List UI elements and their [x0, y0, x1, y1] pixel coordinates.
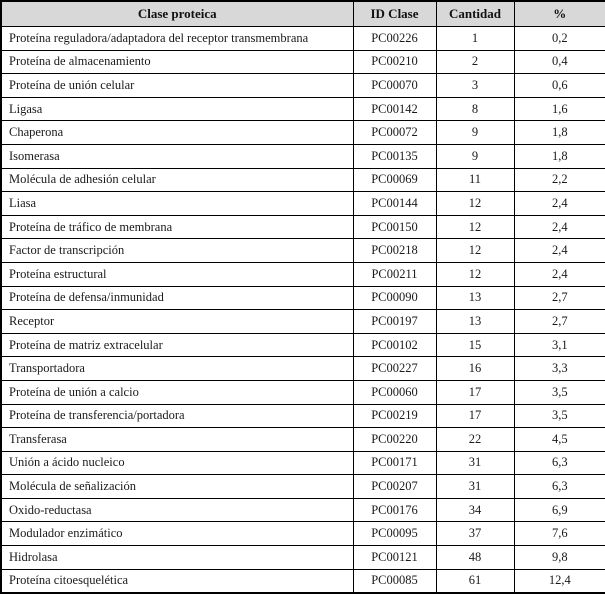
clase-proteica-cell: Proteína citoesquelética	[1, 569, 353, 593]
porcentaje-cell: 1,6	[514, 97, 605, 121]
table-row	[1, 74, 605, 98]
clase-proteica-cell: Proteína de matriz extracelular	[1, 333, 353, 357]
table-row	[1, 380, 605, 404]
cantidad-cell: 11	[436, 168, 514, 192]
id-clase-cell: PC00060	[353, 380, 436, 404]
cantidad-cell: 2	[436, 50, 514, 74]
cantidad-cell: 12	[436, 239, 514, 263]
porcentaje-cell: 3,3	[514, 357, 605, 381]
id-clase-cell: PC00070	[353, 74, 436, 98]
clase-proteica-cell: Unión a ácido nucleico	[1, 451, 353, 475]
cantidad-cell: 9	[436, 144, 514, 168]
table-row	[1, 404, 605, 428]
clase-proteica-cell: Proteína de transferencia/portadora	[1, 404, 353, 428]
table-row	[1, 286, 605, 310]
porcentaje-cell: 0,2	[514, 27, 605, 51]
clase-proteica-cell: Hidrolasa	[1, 546, 353, 570]
id-clase-cell: PC00176	[353, 498, 436, 522]
porcentaje-cell: 2,4	[514, 192, 605, 216]
table-row	[1, 475, 605, 499]
id-clase-cell: PC00102	[353, 333, 436, 357]
porcentaje-cell: 6,9	[514, 498, 605, 522]
cantidad-cell: 15	[436, 333, 514, 357]
cantidad-cell: 48	[436, 546, 514, 570]
clase-proteica-cell: Proteína reguladora/adaptadora del receptor transmembrana	[1, 27, 353, 51]
clase-proteica-cell: Modulador enzimático	[1, 522, 353, 546]
clase-proteica-cell: Proteína de unión a calcio	[1, 380, 353, 404]
id-clase-cell: PC00142	[353, 97, 436, 121]
table-row	[1, 569, 605, 593]
table-row	[1, 97, 605, 121]
cantidad-cell: 12	[436, 262, 514, 286]
clase-proteica-cell: Oxido-reductasa	[1, 498, 353, 522]
column-header-cantidad: Cantidad	[436, 1, 514, 27]
table-row	[1, 215, 605, 239]
porcentaje-cell: 0,4	[514, 50, 605, 74]
table-row	[1, 121, 605, 145]
id-clase-cell: PC00121	[353, 546, 436, 570]
table-body	[1, 27, 605, 594]
cantidad-cell: 22	[436, 428, 514, 452]
id-clase-cell: PC00210	[353, 50, 436, 74]
table-row	[1, 262, 605, 286]
cantidad-cell: 12	[436, 192, 514, 216]
porcentaje-cell: 6,3	[514, 451, 605, 475]
cantidad-cell: 31	[436, 451, 514, 475]
porcentaje-cell: 3,5	[514, 404, 605, 428]
table-row	[1, 239, 605, 263]
id-clase-cell: PC00171	[353, 451, 436, 475]
table-row	[1, 50, 605, 74]
cantidad-cell: 12	[436, 215, 514, 239]
clase-proteica-cell: Factor de transcripción	[1, 239, 353, 263]
id-clase-cell: PC00150	[353, 215, 436, 239]
id-clase-cell: PC00197	[353, 310, 436, 334]
clase-proteica-cell: Transferasa	[1, 428, 353, 452]
porcentaje-cell: 1,8	[514, 144, 605, 168]
table-row	[1, 546, 605, 570]
porcentaje-cell: 3,1	[514, 333, 605, 357]
clase-proteica-cell: Molécula de señalización	[1, 475, 353, 499]
clase-proteica-cell: Receptor	[1, 310, 353, 334]
table-row	[1, 144, 605, 168]
table-row	[1, 192, 605, 216]
cantidad-cell: 9	[436, 121, 514, 145]
cantidad-cell: 37	[436, 522, 514, 546]
porcentaje-cell: 2,4	[514, 239, 605, 263]
porcentaje-cell: 4,5	[514, 428, 605, 452]
id-clase-cell: PC00220	[353, 428, 436, 452]
cantidad-cell: 8	[436, 97, 514, 121]
column-header-id-clase: ID Clase	[353, 1, 436, 27]
table-header-row	[1, 1, 605, 27]
porcentaje-cell: 1,8	[514, 121, 605, 145]
cantidad-cell: 13	[436, 310, 514, 334]
porcentaje-cell: 7,6	[514, 522, 605, 546]
porcentaje-cell: 2,4	[514, 215, 605, 239]
id-clase-cell: PC00135	[353, 144, 436, 168]
porcentaje-cell: 2,2	[514, 168, 605, 192]
porcentaje-cell: 9,8	[514, 546, 605, 570]
id-clase-cell: PC00085	[353, 569, 436, 593]
porcentaje-cell: 3,5	[514, 380, 605, 404]
table-row	[1, 357, 605, 381]
cantidad-cell: 17	[436, 404, 514, 428]
cantidad-cell: 34	[436, 498, 514, 522]
id-clase-cell: PC00144	[353, 192, 436, 216]
porcentaje-cell: 6,3	[514, 475, 605, 499]
table-row	[1, 451, 605, 475]
porcentaje-cell: 2,4	[514, 262, 605, 286]
cantidad-cell: 31	[436, 475, 514, 499]
id-clase-cell: PC00095	[353, 522, 436, 546]
clase-proteica-cell: Isomerasa	[1, 144, 353, 168]
clase-proteica-cell: Proteína de unión celular	[1, 74, 353, 98]
cantidad-cell: 13	[436, 286, 514, 310]
cantidad-cell: 16	[436, 357, 514, 381]
id-clase-cell: PC00072	[353, 121, 436, 145]
id-clase-cell: PC00069	[353, 168, 436, 192]
porcentaje-cell: 2,7	[514, 310, 605, 334]
table-row	[1, 310, 605, 334]
id-clase-cell: PC00218	[353, 239, 436, 263]
column-header-clase-proteica: Clase proteica	[1, 1, 353, 27]
id-clase-cell: PC00211	[353, 262, 436, 286]
cantidad-cell: 3	[436, 74, 514, 98]
cantidad-cell: 1	[436, 27, 514, 51]
porcentaje-cell: 12,4	[514, 569, 605, 593]
clase-proteica-cell: Proteína de almacenamiento	[1, 50, 353, 74]
table-row	[1, 333, 605, 357]
clase-proteica-cell: Proteína de defensa/inmunidad	[1, 286, 353, 310]
cantidad-cell: 17	[436, 380, 514, 404]
table-row	[1, 522, 605, 546]
id-clase-cell: PC00226	[353, 27, 436, 51]
table-row	[1, 27, 605, 51]
column-header-porcentaje: %	[514, 1, 605, 27]
clase-proteica-cell: Chaperona	[1, 121, 353, 145]
id-clase-cell: PC00207	[353, 475, 436, 499]
clase-proteica-cell: Ligasa	[1, 97, 353, 121]
table-row	[1, 168, 605, 192]
cantidad-cell: 61	[436, 569, 514, 593]
id-clase-cell: PC00219	[353, 404, 436, 428]
clase-proteica-cell: Proteína estructural	[1, 262, 353, 286]
table-row	[1, 498, 605, 522]
table-row	[1, 428, 605, 452]
id-clase-cell: PC00227	[353, 357, 436, 381]
porcentaje-cell: 2,7	[514, 286, 605, 310]
clase-proteica-cell: Molécula de adhesión celular	[1, 168, 353, 192]
clase-proteica-cell: Liasa	[1, 192, 353, 216]
id-clase-cell: PC00090	[353, 286, 436, 310]
clase-proteica-cell: Transportadora	[1, 357, 353, 381]
clase-proteica-cell: Proteína de tráfico de membrana	[1, 215, 353, 239]
porcentaje-cell: 0,6	[514, 74, 605, 98]
